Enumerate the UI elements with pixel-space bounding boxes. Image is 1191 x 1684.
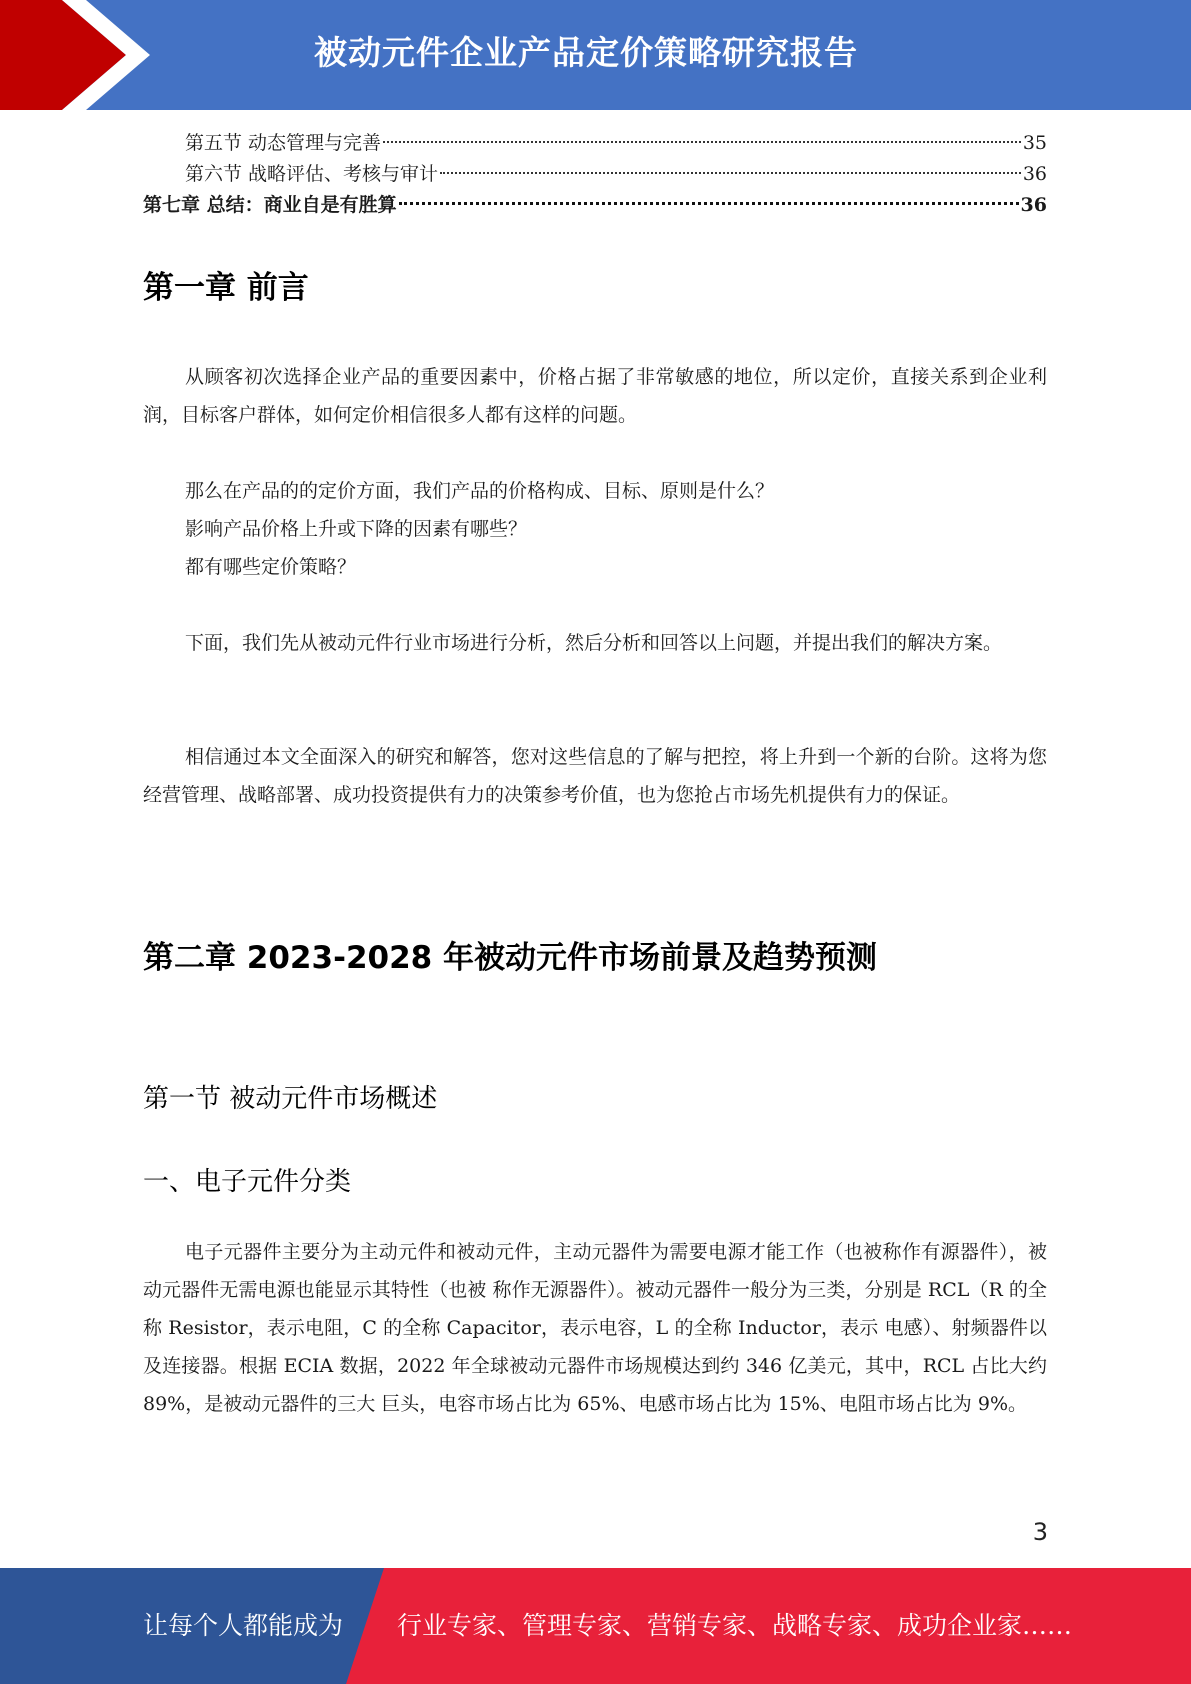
chapter-1-paragraph-3: 相信通过本文全面深入的研究和解答，您对这些信息的了解与把控，将上升到一个新的台阶。这将为您经营管理、战略部署、成功投资提供有力的决策参考价值，也为您抢占市场先机提供有力的保证。 <box>143 746 1047 806</box>
page-header <box>0 0 1191 110</box>
toc-leader-dots <box>440 172 1021 174</box>
chapter-1-paragraph-1: 从顾客初次选择企业产品的重要因素中，价格占据了非常敏感的地位，所以定价，直接关系到企业利润，目标客户群体，如何定价相信很多人都有这样的问题。 <box>143 366 1047 426</box>
table-of-contents <box>143 128 1047 221</box>
toc-entry-label: 第六节 战略评估、考核与审计 <box>185 163 439 185</box>
toc-leader-dots <box>399 202 1019 205</box>
toc-entry-page: 36 <box>1022 163 1047 185</box>
toc-entry[interactable] <box>143 159 1047 190</box>
header-arrow-shape <box>0 0 300 110</box>
toc-entry-label: 第七章 总结：商业自是有胜算 <box>143 194 397 216</box>
footer-slogan-left: 让每个人都能成为 <box>143 1611 344 1640</box>
subsection-1-heading: 一、电子元件分类 <box>143 1167 352 1197</box>
toc-entry-label: 第五节 动态管理与完善 <box>185 132 382 154</box>
question-line-1: 那么在产品的的定价方面，我们产品的价格构成、目标、原则是什么？ <box>185 480 775 502</box>
page-number: 3 <box>1032 1518 1048 1546</box>
page-footer <box>0 1568 1191 1684</box>
chapter-1-paragraph-2: 下面，我们先从被动元件行业市场进行分析，然后分析和回答以上问题，并提出我们的解决方案。 <box>185 632 1003 654</box>
chapter-2-heading: 第二章 2023-2028 年被动元件市场前景及趋势预测 <box>143 940 878 976</box>
question-line-3: 都有哪些定价策略？ <box>185 556 357 578</box>
toc-entry-page: 36 <box>1020 194 1047 216</box>
chapter-2-paragraph-1: 电子元器件主要分为主动元件和被动元件，主动元器件为需要电源才能工作（也被称作有源器件），被动元器件无需电源也能显示其特性（也被 称作无源器件）。被动元器件一般分为三类，分别是 RCL（R 的全称 Resistor，表示电阻，C 的全称 Capacitor，表示电容，L 的全称 Inductor，表示 电感）、射频器件以及连接器。根据 ECIA 数据，2022 年全球被动元器件市场规模达到约 346 亿美元，其中，RCL 占比大约 89%，是被动元器件的三大 巨头，电容市场占比为 65%、电感市场占比为 15%、电阻市场占比为 9%。 <box>143 1241 1047 1415</box>
toc-leader-dots <box>383 141 1021 143</box>
question-line-2: 影响产品价格上升或下降的因素有哪些？ <box>185 518 528 540</box>
toc-entry[interactable] <box>143 128 1047 159</box>
toc-entry-page: 35 <box>1022 132 1047 154</box>
toc-entry[interactable] <box>143 190 1047 221</box>
report-title: 被动元件企业产品定价策略研究报告 <box>314 33 858 72</box>
section-1-heading: 第一节 被动元件市场概述 <box>143 1084 438 1114</box>
footer-slogan-right: 行业专家、管理专家、营销专家、战略专家、成功企业家…… <box>397 1611 1073 1640</box>
chapter-1-heading: 第一章 前言 <box>143 270 309 306</box>
